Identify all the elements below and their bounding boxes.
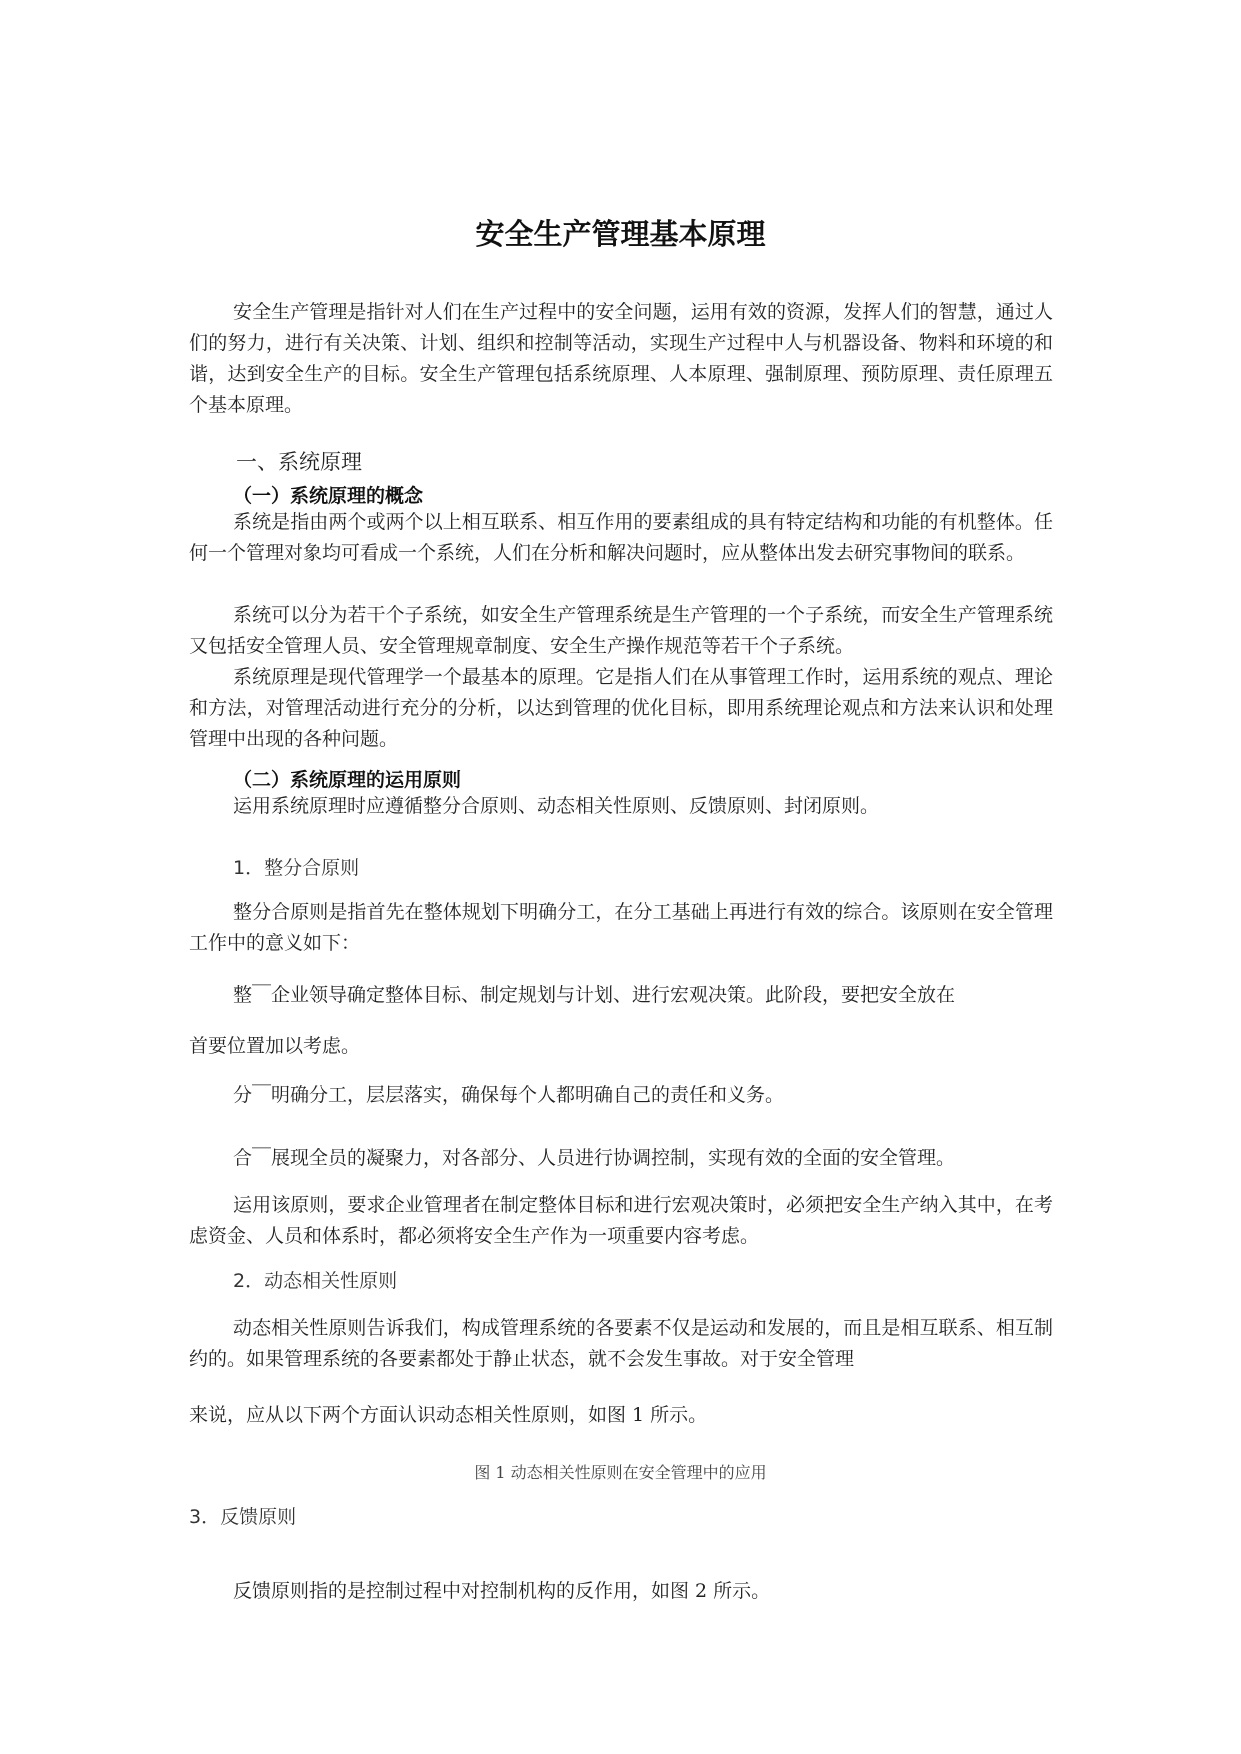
concept-paragraph-1: 系统是指由两个或两个以上相互联系、相互作用的要素组成的具有特定结构和功能的有机整体。任何一个管理对象均可看成一个系统，人们在分析和解决问题时，应从整体出发去研究事物间的联系。 <box>189 511 1053 564</box>
integration-paragraph-1: 整分合原则是指首先在整体规划下明确分工，在分工基础上再进行有效的综合。该原则在安全管理工作中的意义如下： <box>189 901 1053 954</box>
he-line: 合￣展现全员的凝聚力，对各部分、人员进行协调控制，实现有效的全面的安全管理。 <box>233 1147 956 1169</box>
item-heading-dynamic-correlation: 2．动态相关性原则 <box>233 1270 398 1292</box>
intro-paragraph: 安全生产管理是指针对人们在生产过程中的安全问题，运用有效的资源，发挥人们的智慧，通过人们的努力，进行有关决策、计划、组织和控制等活动，实现生产过程中人与机器设备、物料和环境的和谐，达到安全生产的目标。安全生产管理包括系统原理、人本原理、强制原理、预防原理、责任原理五个基本原理。 <box>189 301 1053 416</box>
concept-paragraph-3: 系统原理是现代管理学一个最基本的原理。它是指人们在从事管理工作时，运用系统的观点、理论和方法，对管理活动进行充分的分析，以达到管理的优化目标，即用系统理论观点和方法来认识和处理管理中出现的各种问题。 <box>189 666 1053 750</box>
fen-line: 分￣明确分工，层层落实，确保每个人都明确自己的责任和义务。 <box>233 1084 785 1106</box>
section-heading-system-principle: 一、系统原理 <box>236 450 362 474</box>
subsection-heading-concept: （一）系统原理的概念 <box>233 485 424 507</box>
zheng-line-1: 整￣企业领导确定整体目标、制定规划与计划、进行宏观决策。此阶段，要把安全放在 <box>233 984 956 1006</box>
figure-1-caption: 图 1 动态相关性原则在安全管理中的应用 <box>474 1463 767 1482</box>
item-heading-feedback: 3．反馈原则 <box>189 1506 297 1528</box>
application-paragraph: 运用系统原理时应遵循整分合原则、动态相关性原则、反馈原则、封闭原则。 <box>233 795 880 817</box>
feedback-paragraph: 反馈原则指的是控制过程中对控制机构的反作用，如图 2 所示。 <box>233 1580 771 1602</box>
subsection-heading-application: （二）系统原理的运用原则 <box>233 769 462 791</box>
integration-paragraph-2: 运用该原则，要求企业管理者在制定整体目标和进行宏观决策时，必须把安全生产纳入其中，在考虑资金、人员和体系时，都必须将安全生产作为一项重要内容考虑。 <box>189 1194 1053 1247</box>
page-title: 安全生产管理基本原理 <box>475 217 766 251</box>
zheng-line-2: 首要位置加以考虑。 <box>189 1035 361 1057</box>
concept-paragraph-2: 系统可以分为若干个子系统，如安全生产管理系统是生产管理的一个子系统，而安全生产管理系统又包括安全管理人员、安全管理规章制度、安全生产操作规范等若干个子系统。 <box>189 604 1053 657</box>
dynamic-correlation-paragraph: 动态相关性原则告诉我们，构成管理系统的各要素不仅是运动和发展的，而且是相互联系、相互制约的。如果管理系统的各要素都处于静止状态，就不会发生事故。对于安全管理 <box>189 1317 1053 1370</box>
item-heading-integration: 1．整分合原则 <box>233 857 360 879</box>
dynamic-correlation-last-line: 来说，应从以下两个方面认识动态相关性原则，如图 1 所示。 <box>189 1404 708 1426</box>
